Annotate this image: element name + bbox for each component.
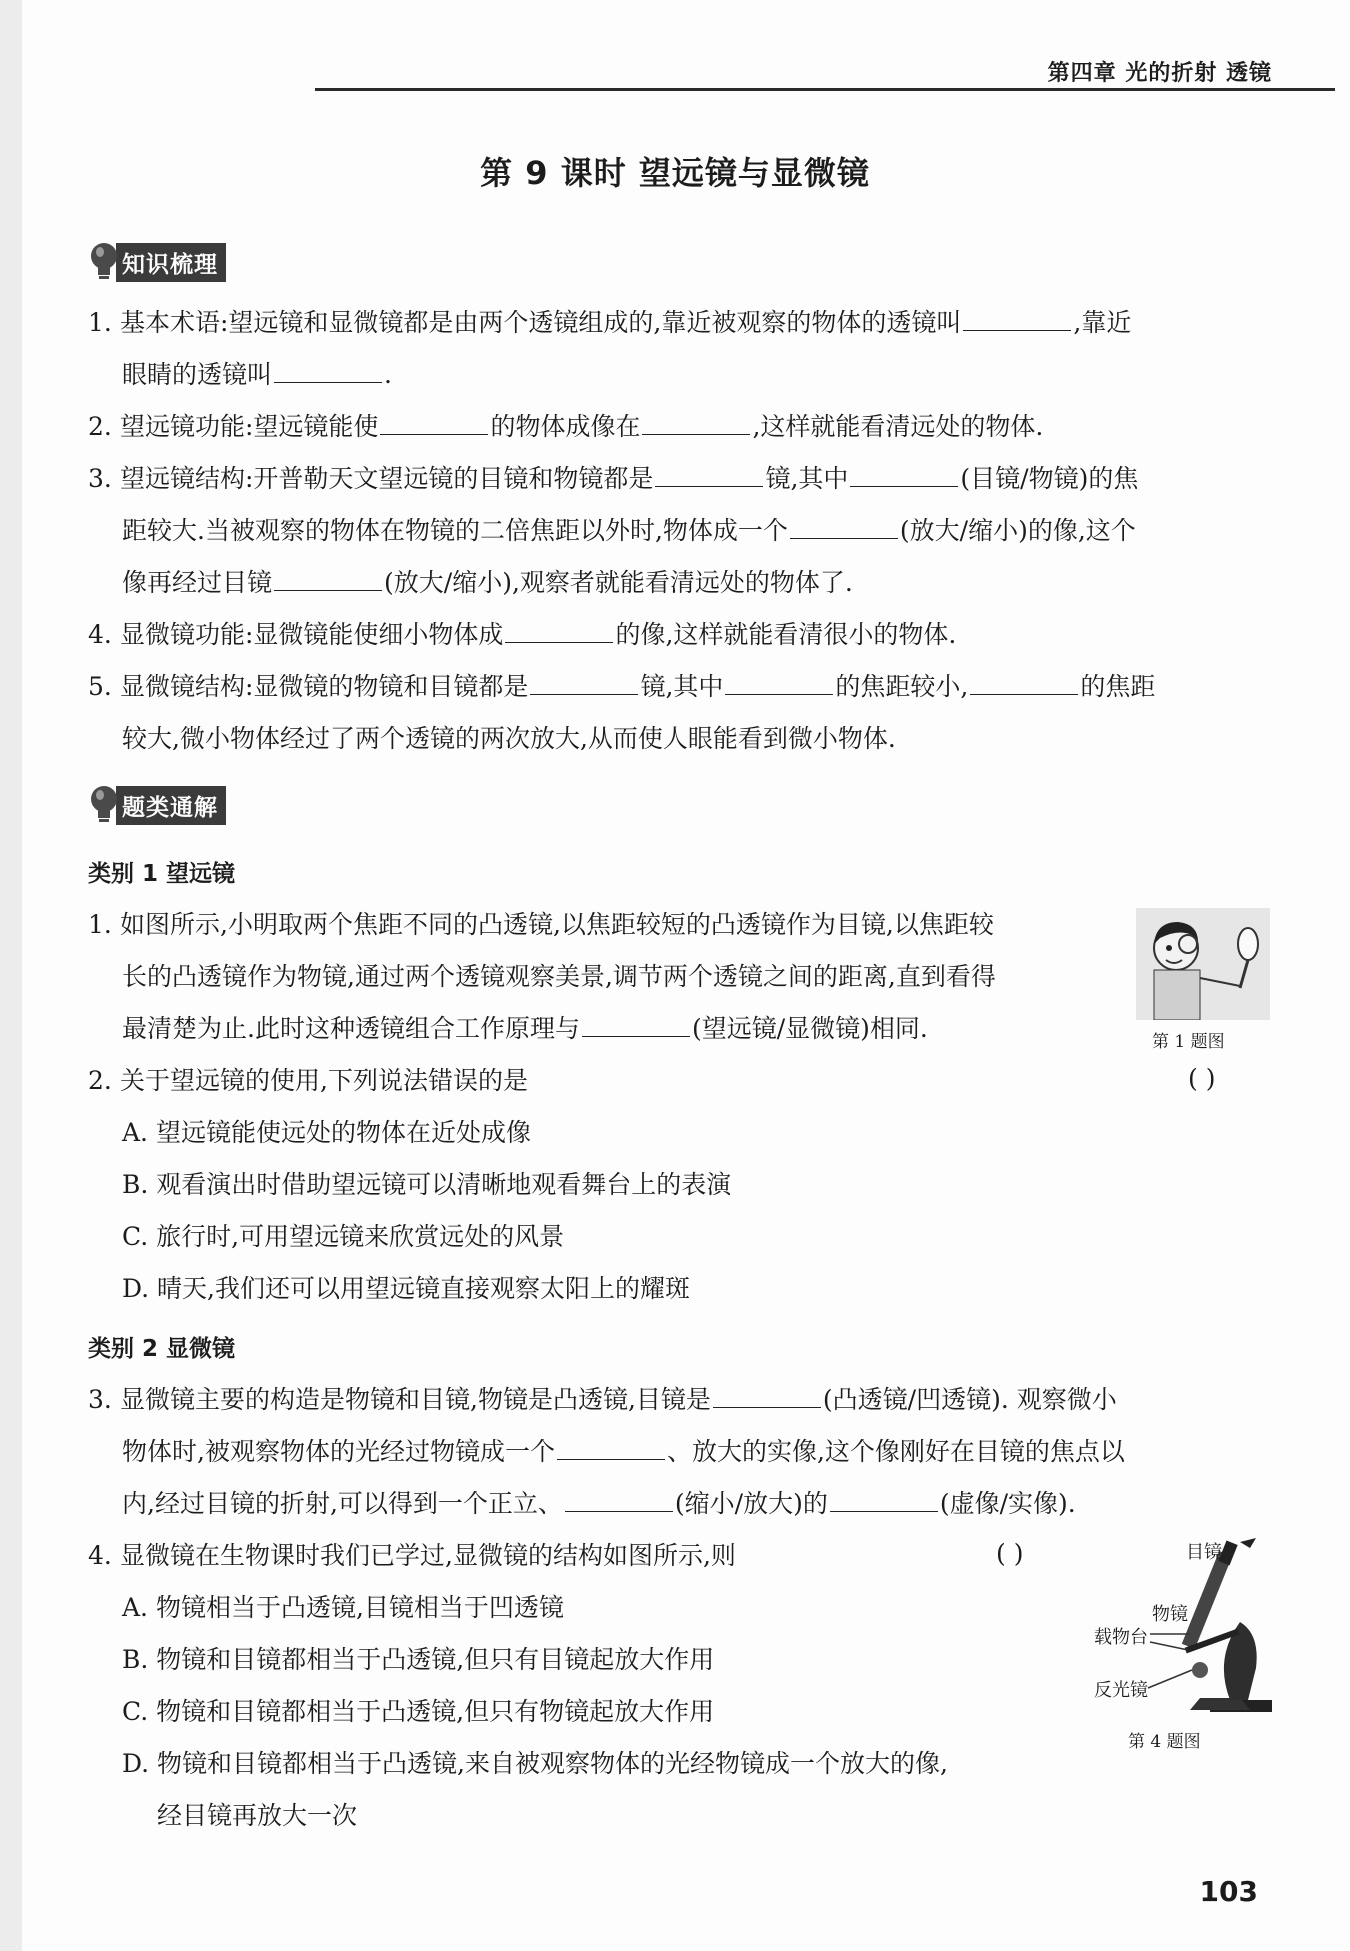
section-badge-label: 知识梳理 [116,243,226,282]
question-2: 2. 关于望远镜的使用,下列说法错误的是 [88,1066,528,1095]
label-objective: 物镜 [1152,1604,1188,1625]
answer-blank[interactable] [725,670,833,695]
lightbulb-icon [88,241,124,283]
answer-blank[interactable] [530,670,638,695]
answer-blank[interactable] [565,1487,673,1512]
knowledge-item-5: 5. 显微镜结构:显微镜的物镜和目镜都是 镜,其中 的焦距较小, 的焦距 [88,672,1156,701]
answer-blank[interactable] [274,358,382,383]
question-4-option-c[interactable]: C. 物镜和目镜都相当于凸透镜,但只有物镜起放大作用 [122,1697,715,1726]
question-4-option-d-line-2: 经目镜再放大一次 [157,1801,358,1830]
answer-blank[interactable] [713,1383,821,1408]
question-4: 4. 显微镜在生物课时我们已学过,显微镜的结构如图所示,则 [88,1541,736,1570]
answer-blank[interactable] [790,514,898,539]
chapter-header: 第四章 光的折射 透镜 [1047,61,1272,86]
question-2-option-b[interactable]: B. 观看演出时借助望远镜可以清晰地观看舞台上的表演 [122,1170,732,1199]
knowledge-item-1: 1. 基本术语:望远镜和显微镜都是由两个透镜组成的,靠近被观察的物体的透镜叫 ,靠近 [88,308,1132,337]
section-badge-problems [88,785,226,825]
question-2-option-a[interactable]: A. 望远镜能使远处的物体在近处成像 [122,1118,531,1147]
question-1-figure [1136,908,1270,1020]
question-1: 1. 如图所示,小明取两个焦距不同的凸透镜,以焦距较短的凸透镜作为目镜,以焦距较 [88,910,994,939]
answer-blank[interactable] [505,618,613,643]
answer-blank[interactable] [642,410,750,435]
answer-blank[interactable] [655,462,763,487]
question-1-line-3: 最清楚为止.此时这种透镜组合工作原理与 (望远镜/显微镜)相同. [122,1014,928,1043]
knowledge-item-3-line-3: 像再经过目镜 (放大/缩小),观察者就能看清远处的物体了. [122,568,853,597]
question-2-option-d[interactable]: D. 晴天,我们还可以用望远镜直接观察太阳上的耀斑 [122,1274,690,1303]
question-3: 3. 显微镜主要的构造是物镜和目镜,物镜是凸透镜,目镜是 (凸透镜/凹透镜). 观察微小 [88,1385,1117,1414]
answer-blank[interactable] [557,1435,665,1460]
knowledge-item-5-line-2: 较大,微小物体经过了两个透镜的两次放大,从而使人眼能看到微小物体. [122,724,896,753]
label-eyepiece: 目镜 [1186,1542,1222,1563]
label-mirror: 反光镜 [1094,1680,1148,1701]
page-edge [0,0,22,1951]
section-badge-knowledge [88,242,226,282]
answer-blank[interactable] [963,306,1071,331]
page-number: 103 [1199,1875,1258,1908]
question-4-option-d[interactable]: D. 物镜和目镜都相当于凸透镜,来自被观察物体的光经物镜成一个放大的像, [122,1749,948,1778]
lightbulb-icon [88,784,124,826]
question-3-line-2: 物体时,被观察物体的光经过物镜成一个 、放大的实像,这个像刚好在目镜的焦点以 [122,1437,1125,1466]
label-stage: 载物台 [1094,1627,1148,1648]
knowledge-item-2: 2. 望远镜功能:望远镜能使 的物体成像在 ,这样就能看清远处的物体. [88,412,1044,441]
question-2-option-c[interactable]: C. 旅行时,可用望远镜来欣赏远处的风景 [122,1222,565,1251]
question-3-line-3: 内,经过目镜的折射,可以得到一个正立、 (缩小/放大)的 (虚像/实像). [122,1489,1076,1518]
question-1-line-2: 长的凸透镜作为物镜,通过两个透镜观察美景,调节两个透镜之间的距离,直到看得 [122,962,996,991]
question-4-option-a[interactable]: A. 物镜相当于凸透镜,目镜相当于凹透镜 [122,1593,564,1622]
knowledge-item-1-line-2: 眼睛的透镜叫 . [122,360,392,389]
question-4-answer-parens[interactable]: ( ) [996,1539,1024,1568]
question-4-figure-caption: 第 4 题图 [1128,1732,1201,1752]
answer-blank[interactable] [380,410,488,435]
page-title: 第 9 课时 望远镜与显微镜 [480,154,870,192]
category-1-heading: 类别 1 望远镜 [88,861,236,887]
answer-blank[interactable] [830,1487,938,1512]
header-rule [315,88,1335,91]
knowledge-item-3: 3. 望远镜结构:开普勒天文望远镜的目镜和物镜都是 镜,其中 (目镜/物镜)的焦 [88,464,1139,493]
knowledge-item-4: 4. 显微镜功能:显微镜能使细小物体成 的像,这样就能看清很小的物体. [88,620,957,649]
answer-blank[interactable] [582,1012,690,1037]
answer-blank[interactable] [274,566,382,591]
answer-blank[interactable] [850,462,958,487]
category-2-heading: 类别 2 显微镜 [88,1336,236,1362]
answer-blank[interactable] [970,670,1078,695]
question-1-figure-caption: 第 1 题图 [1152,1032,1225,1052]
question-4-option-b[interactable]: B. 物镜和目镜都相当于凸透镜,但只有目镜起放大作用 [122,1645,715,1674]
question-2-answer-parens[interactable]: ( ) [1188,1064,1216,1093]
knowledge-item-3-line-2: 距较大.当被观察的物体在物镜的二倍焦距以外时,物体成一个 (放大/缩小)的像,这个 [122,516,1136,545]
section-badge-label: 题类通解 [116,786,226,825]
